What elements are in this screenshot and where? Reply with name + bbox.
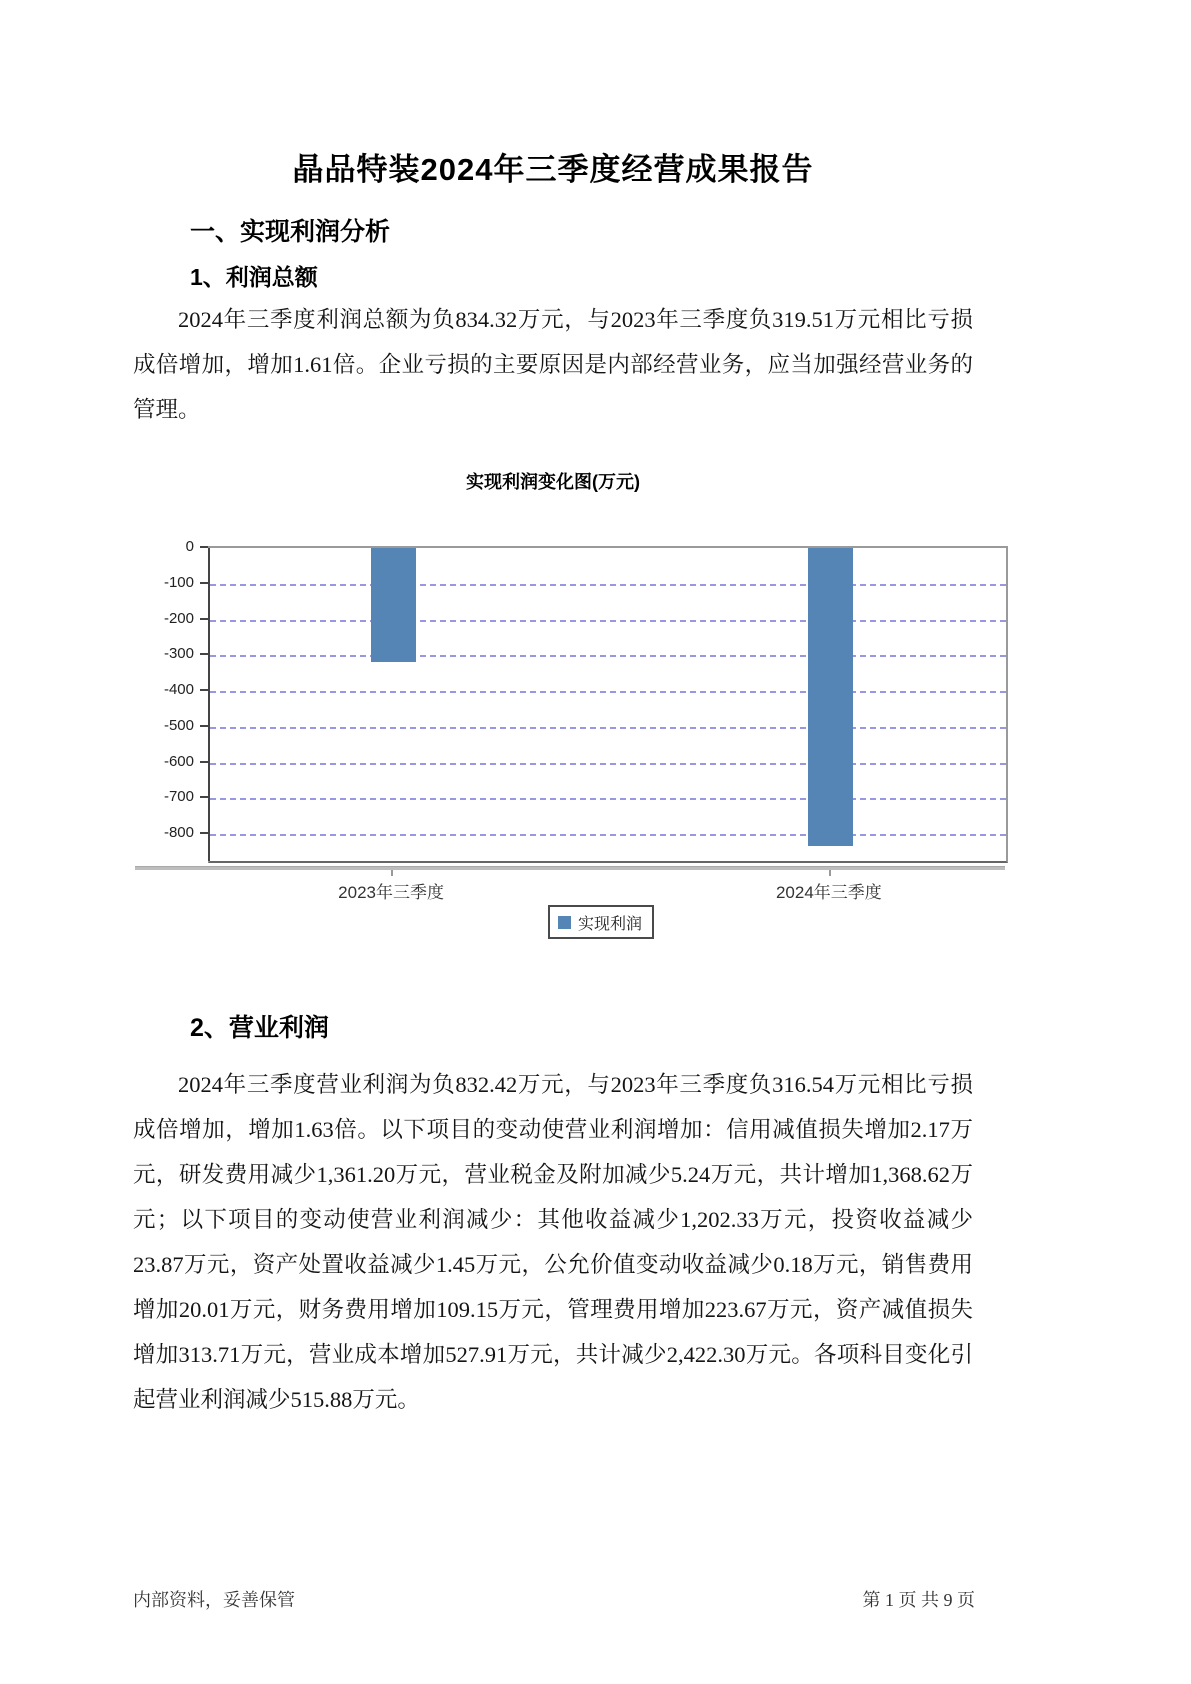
legend-label: 实现利润 xyxy=(578,915,643,933)
paragraph-operating-profit: 2024年三季度营业利润为负832.42万元，与2023年三季度负316.54万元相比亏损成倍增加，增加1.63倍。以下项目的变动使营业利润增加：信用减值损失增加2.17万元，研发费用减少1,361.20万元，营业税金及附加减少5.24万元，共计增加1,368.62万元；以下项目的变动使营业利润减少：其他收益减少1,202.33万元，投资收益减少23.87万元，资产处置收益减少1.45万元，公允价值变动收益减少0.18万元，销售费用增加20.01万元，财务费用增加109.15万元，管理费用增加223.67万元，资产减值损失增加313.71万元，营业成本增加527.91万元，共计减少2,422.30万元。各项科目变化引起营业利润减少515.88万元。 xyxy=(133,1072,973,1412)
y-axis-tick xyxy=(200,546,208,548)
y-tick-label: -500 xyxy=(163,716,194,734)
subsection-heading-total-profit: 1、利润总额 xyxy=(190,264,318,290)
y-tick-label: -200 xyxy=(163,609,194,627)
x-tick-label: 2024年三季度 xyxy=(775,883,882,902)
section-heading-profit-analysis: 一、实现利润分析 xyxy=(190,218,391,246)
y-axis-tick xyxy=(200,689,208,691)
y-tick-label: -700 xyxy=(163,788,194,806)
footer-page-number: 第 1 页 共 9 页 xyxy=(862,1590,975,1610)
gridline--600 xyxy=(210,763,1006,765)
gridline--300 xyxy=(210,655,1006,657)
x-tick-label: 2023年三季度 xyxy=(338,883,444,902)
gridline--800 xyxy=(210,834,1006,836)
gridline--400 xyxy=(210,691,1006,693)
y-axis-tick xyxy=(200,582,208,584)
x-axis-line xyxy=(135,866,1005,870)
gridline--700 xyxy=(210,798,1006,800)
y-tick-label: -800 xyxy=(163,824,194,842)
gridline--200 xyxy=(210,620,1006,622)
y-axis-tick xyxy=(200,832,208,834)
bar-2023年三季度 xyxy=(371,548,416,662)
y-axis-tick xyxy=(200,761,208,763)
y-tick-label: -100 xyxy=(163,573,194,591)
chart-legend xyxy=(548,905,654,939)
y-axis-tick xyxy=(200,796,208,798)
document-title: 晶品特装2024年三季度经营成果报告 xyxy=(292,151,814,187)
gridline--100 xyxy=(210,584,1006,586)
y-tick-label: -300 xyxy=(163,645,194,663)
y-axis-tick xyxy=(200,653,208,655)
chart-plot-area xyxy=(208,546,1008,863)
y-axis-tick xyxy=(200,725,208,727)
y-axis-line xyxy=(208,548,210,861)
footer-confidential-note: 内部资料，妥善保管 xyxy=(133,1590,295,1610)
paragraph-total-profit: 2024年三季度利润总额为负834.32万元，与2023年三季度负319.51万元相比亏损成倍增加，增加1.61倍。企业亏损的主要原因是内部经营业务，应当加强经营业务的管理。 xyxy=(133,307,973,422)
x-axis-tick xyxy=(829,870,831,876)
bar-2024年三季度 xyxy=(808,548,853,846)
profit-change-chart xyxy=(0,460,1191,1005)
y-axis-tick xyxy=(200,618,208,620)
subsection-heading-operating-profit: 2、营业利润 xyxy=(190,1014,329,1042)
gridline--500 xyxy=(210,727,1006,729)
y-tick-label: -400 xyxy=(163,681,194,699)
legend-swatch xyxy=(558,916,571,929)
y-tick-label: -600 xyxy=(163,752,194,770)
y-tick-label: 0 xyxy=(185,538,194,555)
x-axis-tick xyxy=(391,870,393,876)
chart-title: 实现利润变化图(万元) xyxy=(466,472,640,492)
